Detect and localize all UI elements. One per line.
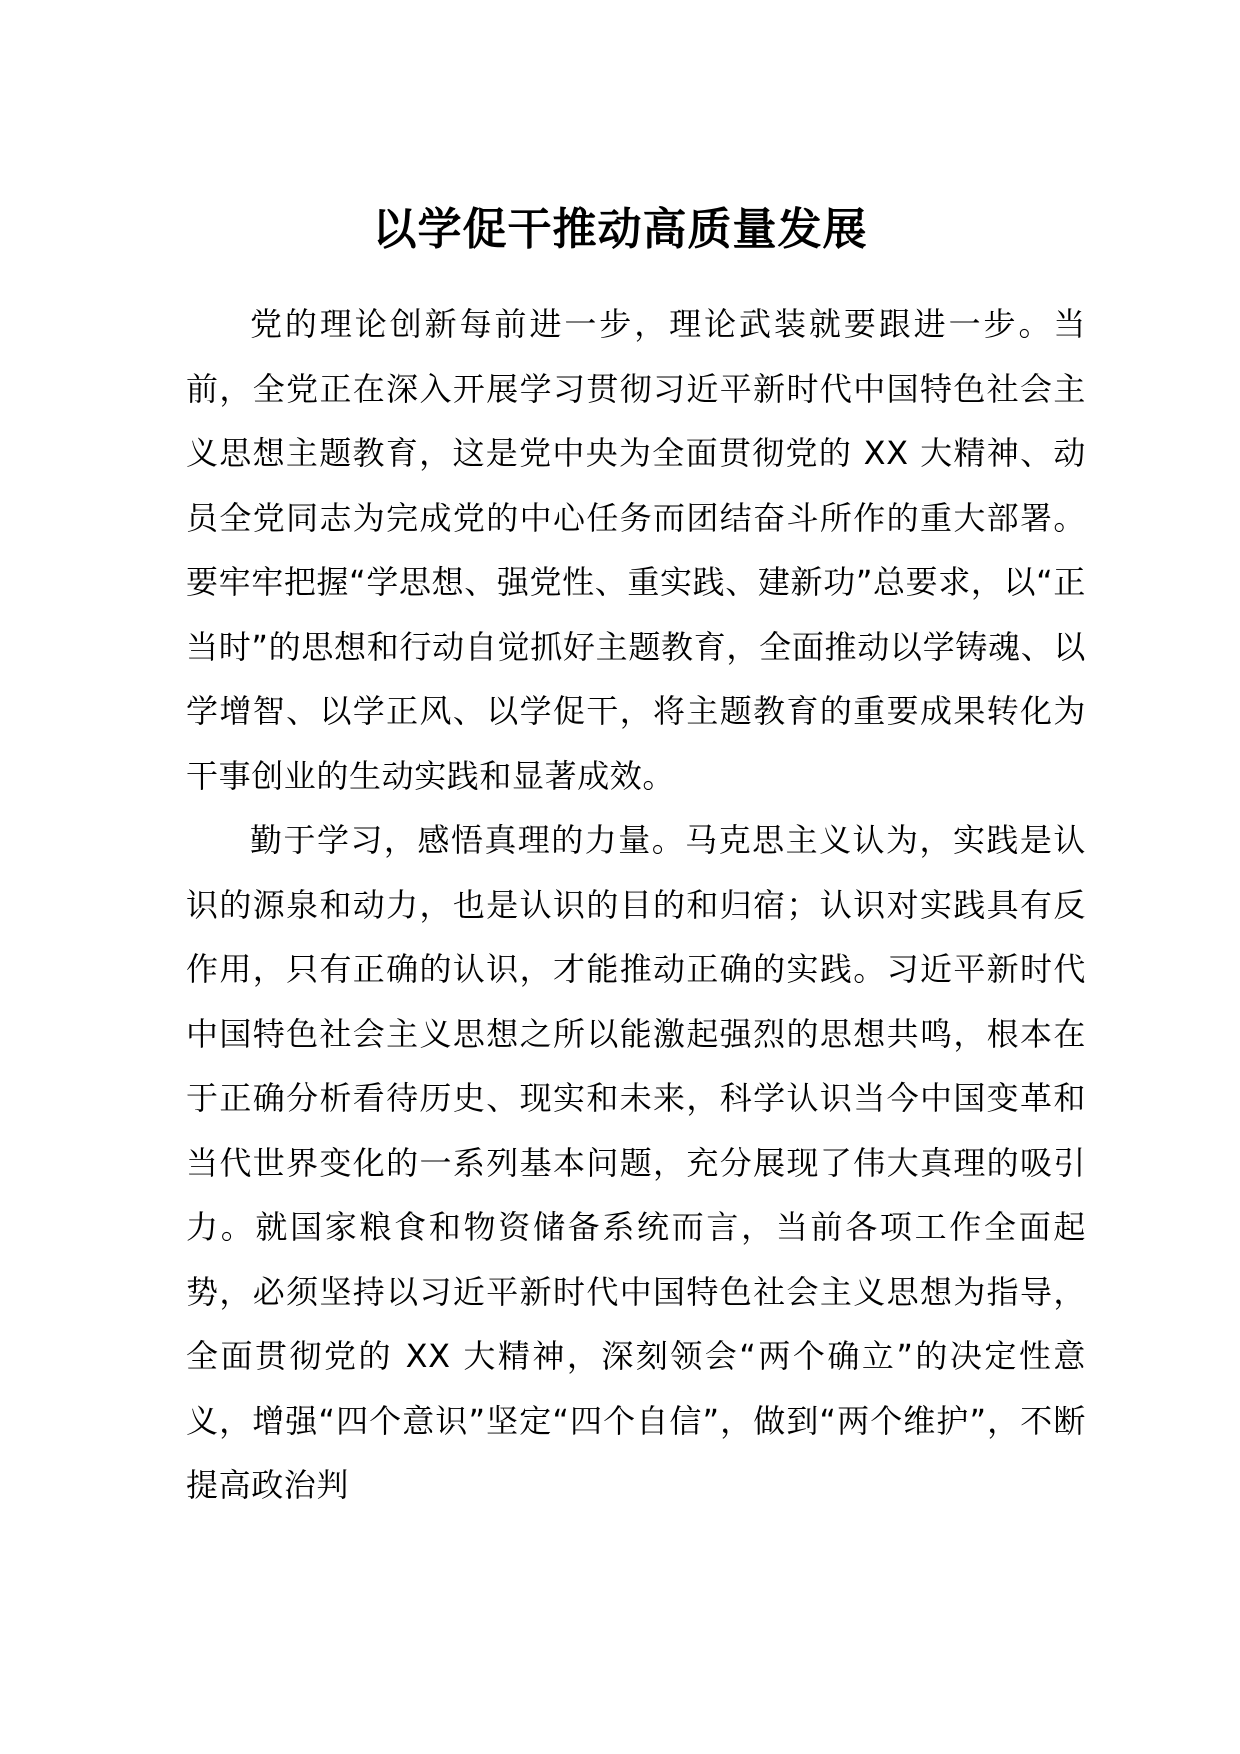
- document-title: 以学促干推动高质量发展: [372, 204, 868, 255]
- paragraph-intro: 党的理论创新每前进一步，理论武装就要跟进一步。当前，全党正在深入开展学习贯彻习近平新时代中国特色社会主义思想主题教育，这是党中央为全面贯彻党的 XX 大精神、动员全党同志为完成党的中心任务而团结奋斗所作的重大部署。要牢牢把握“学思想、强党性、重实践、建新功”总要求，以“正当时”的思想和行动自觉抓好主题教育，全面推动以学铸魂、以学增智、以学正风、以学促干，将主题教育的重要成果转化为干事创业的生动实践和显著成效。: [186, 305, 1086, 795]
- document-body: [186, 292, 1086, 1518]
- paragraph-study: 勤于学习，感悟真理的力量。马克思主义认为，实践是认识的源泉和动力，也是认识的目的和归宿；认识对实践具有反作用，只有正确的认识，才能推动正确的实践。习近平新时代中国特色社会主义思想之所以能激起强烈的思想共鸣，根本在于正确分析看待历史、现实和未来，科学认识当今中国变革和当代世界变化的一系列基本问题，充分展现了伟大真理的吸引力。就国家粮食和物资储备系统而言，当前各项工作全面起势，必须坚持以习近平新时代中国特色社会主义思想为指导，全面贯彻党的 XX 大精神，深刻领会“两个确立”的决定性意义，增强“四个意识”坚定“四个自信”，做到“两个维护”，不断提高政治判: [186, 821, 1086, 1504]
